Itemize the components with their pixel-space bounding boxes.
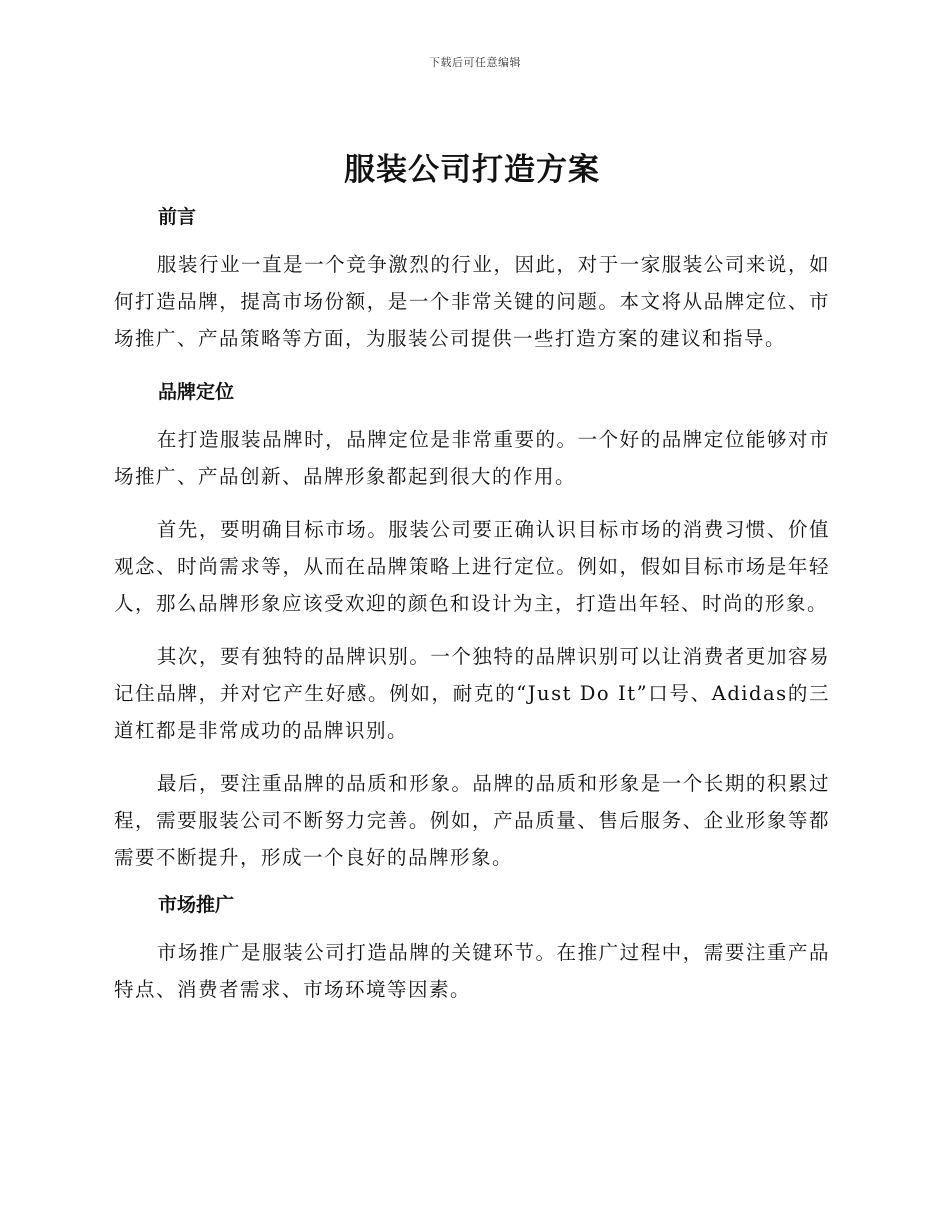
paragraph: 首先，要明确目标市场。服装公司要正确认识目标市场的消费习惯、价值观念、时尚需求等，从而在品牌策略上进行定位。例如，假如目标市场是年轻人，那么品牌形象应该受欢迎的颜色和设计为主，打造出年轻、时尚的形象。 (114, 518, 830, 615)
paragraph: 其次，要有独特的品牌识别。一个独特的品牌识别可以让消费者更加容易记住品牌，并对它产生好感。例如，耐克的“Just Do It”口号、Adidas的三道杠都是非常成功的品牌识别。 (114, 645, 830, 742)
paragraph: 市场推广是服装公司打造品牌的关键环节。在推广过程中，需要注重产品特点、消费者需求、市场环境等因素。 (114, 941, 830, 1001)
paragraph: 在打造服装品牌时，品牌定位是非常重要的。一个好的品牌定位能够对市场推广、产品创新、品牌形象都起到很大的作用。 (114, 428, 830, 488)
section-brand-positioning (114, 379, 830, 876)
page-header-note: 下载后可任意编辑 (429, 56, 521, 69)
paragraph: 最后，要注重品牌的品质和形象。品牌的品质和形象是一个长期的积累过程，需要服装公司不断努力完善。例如，产品质量、售后服务、企业形象等都需要不断提升，形成一个良好的品牌形象。 (114, 772, 830, 869)
section-preface (114, 204, 830, 357)
section-heading-brand-positioning: 品牌定位 (158, 381, 235, 403)
document-body (114, 150, 830, 1024)
section-heading-marketing: 市场推广 (158, 894, 235, 916)
section-marketing (114, 892, 830, 1008)
paragraph: 服装行业一直是一个竞争激烈的行业，因此，对于一家服装公司来说，如何打造品牌，提高市场份额，是一个非常关键的问题。本文将从品牌定位、市场推广、产品策略等方面，为服装公司提供一些打造方案的建议和指导。 (114, 253, 830, 350)
section-heading-preface: 前言 (158, 206, 197, 228)
document-title: 服装公司打造方案 (344, 152, 600, 188)
